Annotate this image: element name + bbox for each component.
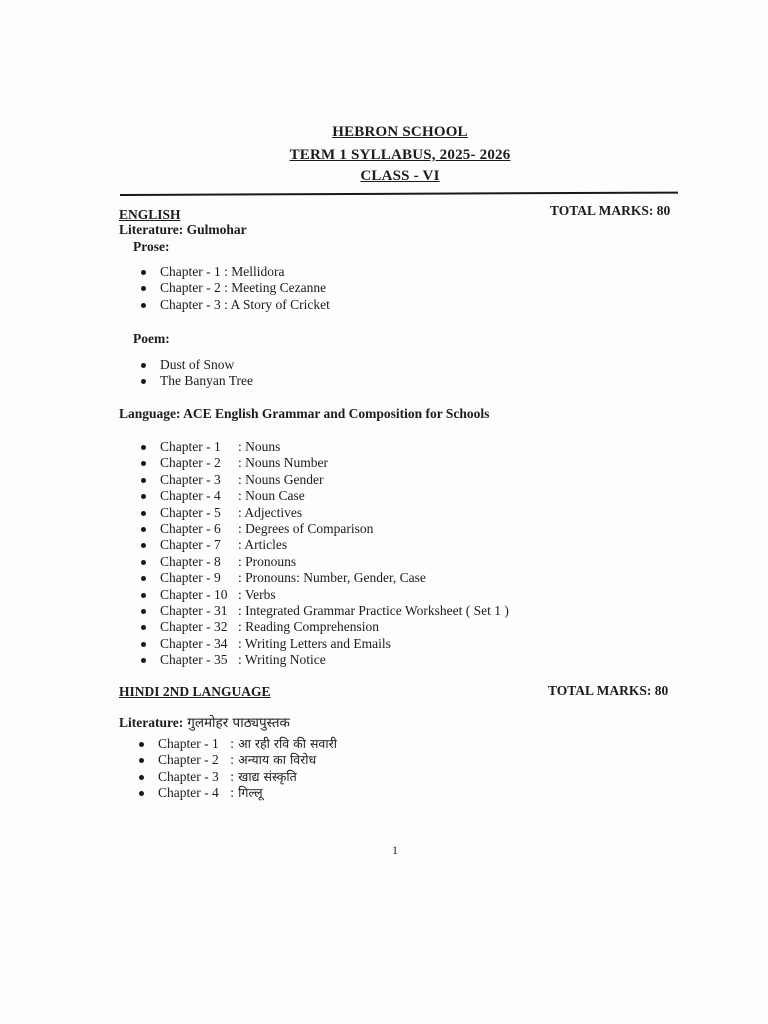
class-title: CLASS - VI [360, 168, 440, 184]
list-item: Chapter - 3 : Nouns Gender [138, 472, 509, 488]
hindi-literature [119, 713, 290, 732]
english-total-marks: TOTAL MARKS: 80 [550, 203, 671, 218]
hindi-literature-book: गुलमोहर पाठ्यपुस्तक [187, 715, 290, 731]
english-heading: ENGLISH [119, 207, 181, 222]
poem-list [138, 357, 253, 390]
list-item: Chapter - 2 : अन्याय का विरोध [136, 752, 337, 768]
list-item: Chapter - 2 : Meeting Cezanne [138, 280, 330, 296]
english-literature: Literature: Gulmohar [119, 222, 247, 237]
page-number: 1 [392, 843, 398, 857]
list-item: Chapter - 3 : A Story of Cricket [138, 297, 330, 313]
school-name: HEBRON SCHOOL [332, 124, 468, 140]
list-item: Chapter - 1 : आ रही रवि की सवारी [136, 736, 337, 752]
list-item: Chapter - 4 : Noun Case [138, 488, 509, 504]
hindi-total-marks: TOTAL MARKS: 80 [548, 683, 669, 698]
list-item: Chapter - 32 : Reading Comprehension [138, 619, 509, 635]
prose-heading: Prose: [133, 239, 170, 254]
list-item: Chapter - 35 : Writing Notice [138, 652, 509, 668]
poem-heading: Poem: [133, 331, 170, 346]
header-divider [120, 192, 678, 196]
list-item: Chapter - 3 : खाद्य संस्कृति [136, 769, 337, 785]
list-item: Chapter - 7 : Articles [138, 537, 509, 553]
language-heading: Language: ACE English Grammar and Composition for Schools [119, 406, 490, 421]
list-item: Chapter - 10 : Verbs [138, 587, 509, 603]
list-item: Chapter - 31 : Integrated Grammar Practice Worksheet ( Set 1 ) [138, 603, 509, 619]
list-item: Chapter - 1 : Nouns [138, 439, 509, 455]
list-item: Chapter - 2 : Nouns Number [138, 455, 509, 471]
prose-list [138, 264, 330, 313]
list-item: The Banyan Tree [138, 373, 253, 389]
hindi-heading: HINDI 2ND LANGUAGE [119, 684, 271, 699]
list-item: Chapter - 1 : Mellidora [138, 264, 330, 280]
list-item: Chapter - 9 : Pronouns: Number, Gender, Case [138, 570, 509, 586]
list-item: Dust of Snow [138, 357, 253, 373]
hindi-literature-label: Literature: [119, 715, 184, 730]
list-item: Chapter - 6 : Degrees of Comparison [138, 521, 509, 537]
grammar-list [138, 439, 509, 668]
list-item: Chapter - 34 : Writing Letters and Emails [138, 636, 509, 652]
list-item: Chapter - 5 : Adjectives [138, 505, 509, 521]
list-item: Chapter - 4 : गिल्लू [136, 785, 337, 801]
hindi-chapter-list [136, 736, 337, 802]
syllabus-title: TERM 1 SYLLABUS, 2025- 2026 [289, 147, 511, 163]
list-item: Chapter - 8 : Pronouns [138, 554, 509, 570]
